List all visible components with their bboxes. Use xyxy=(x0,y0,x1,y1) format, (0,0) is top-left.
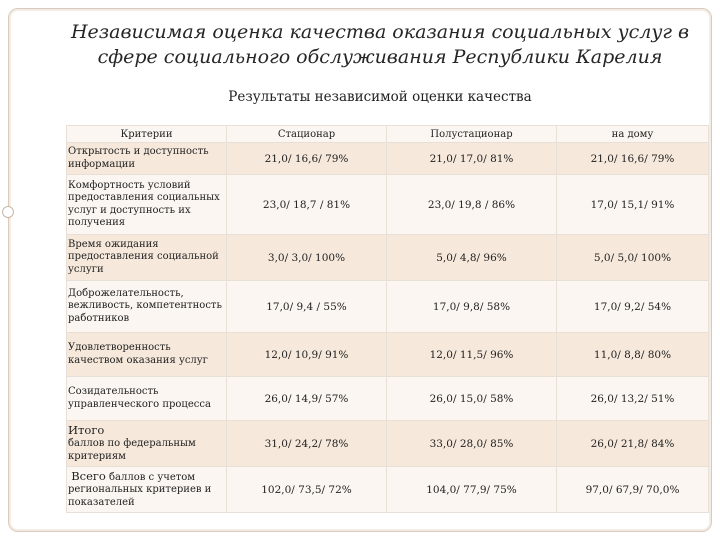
table-row xyxy=(67,235,709,281)
slide-title xyxy=(60,20,700,70)
semi-stationary-cell: 23,0/ 19,8 / 86% xyxy=(387,175,557,235)
criterion-heading: Итого xyxy=(68,422,105,437)
stationary-cell: 3,0/ 3,0/ 100% xyxy=(227,235,387,281)
criterion-cell xyxy=(67,467,227,513)
stationary-cell: 21,0/ 16,6/ 79% xyxy=(227,143,387,175)
criterion-text: баллов с учетом региональных критериев и показателей xyxy=(68,471,212,508)
stationary-cell: 17,0/ 9,4 / 55% xyxy=(227,281,387,333)
home-cell: 21,0/ 16,6/ 79% xyxy=(557,143,709,175)
semi-stationary-cell: 17,0/ 9,8/ 58% xyxy=(387,281,557,333)
semi-stationary-cell: 5,0/ 4,8/ 96% xyxy=(387,235,557,281)
semi-stationary-cell: 21,0/ 17,0/ 81% xyxy=(387,143,557,175)
stationary-cell: 23,0/ 18,7 / 81% xyxy=(227,175,387,235)
home-cell: 26,0/ 21,8/ 84% xyxy=(557,421,709,467)
criterion-heading: Всего xyxy=(71,468,106,483)
decorative-bullet xyxy=(2,206,14,218)
header-stationary: Стационар xyxy=(227,126,387,143)
table-row xyxy=(67,175,709,235)
criterion-cell xyxy=(67,421,227,467)
home-cell: 97,0/ 67,9/ 70,0% xyxy=(557,467,709,513)
header-semi-stationary: Полустационар xyxy=(387,126,557,143)
criterion-cell: Открытость и доступность информации xyxy=(67,143,227,175)
semi-stationary-cell: 12,0/ 11,5/ 96% xyxy=(387,333,557,377)
criterion-cell: Доброжелательность, вежливость, компетентность работников xyxy=(67,281,227,333)
table-row xyxy=(67,421,709,467)
home-cell: 11,0/ 8,8/ 80% xyxy=(557,333,709,377)
criterion-cell: Время ожидания предоставления социальной услуги xyxy=(67,235,227,281)
home-cell: 5,0/ 5,0/ 100% xyxy=(557,235,709,281)
semi-stationary-cell: 26,0/ 15,0/ 58% xyxy=(387,377,557,421)
table-header-row xyxy=(67,126,709,143)
home-cell: 17,0/ 15,1/ 91% xyxy=(557,175,709,235)
slide-subtitle: Результаты независимой оценки качества xyxy=(228,89,532,105)
title-line-2: сфере социального обслуживания Республики Карелия xyxy=(97,46,663,68)
results-table xyxy=(66,125,709,513)
title-line-1: Независимая оценка качества оказания социальных услуг в xyxy=(70,21,690,43)
criterion-cell: Удовлетворенность качеством оказания услуг xyxy=(67,333,227,377)
criterion-text: баллов по федеральным критериям xyxy=(68,438,196,462)
table-row xyxy=(67,377,709,421)
semi-stationary-cell: 104,0/ 77,9/ 75% xyxy=(387,467,557,513)
table-row xyxy=(67,333,709,377)
header-home: на дому xyxy=(557,126,709,143)
table-row xyxy=(67,281,709,333)
semi-stationary-cell: 33,0/ 28,0/ 85% xyxy=(387,421,557,467)
home-cell: 17,0/ 9,2/ 54% xyxy=(557,281,709,333)
header-criteria: Критерии xyxy=(67,126,227,143)
criterion-cell: Комфортность условий предоставления социальных услуг и доступность их получения xyxy=(67,175,227,235)
stationary-cell: 102,0/ 73,5/ 72% xyxy=(227,467,387,513)
stationary-cell: 31,0/ 24,2/ 78% xyxy=(227,421,387,467)
table-row xyxy=(67,143,709,175)
criterion-cell: Созидательность управленческого процесса xyxy=(67,377,227,421)
table-row xyxy=(67,467,709,513)
stationary-cell: 26,0/ 14,9/ 57% xyxy=(227,377,387,421)
stationary-cell: 12,0/ 10,9/ 91% xyxy=(227,333,387,377)
home-cell: 26,0/ 13,2/ 51% xyxy=(557,377,709,421)
